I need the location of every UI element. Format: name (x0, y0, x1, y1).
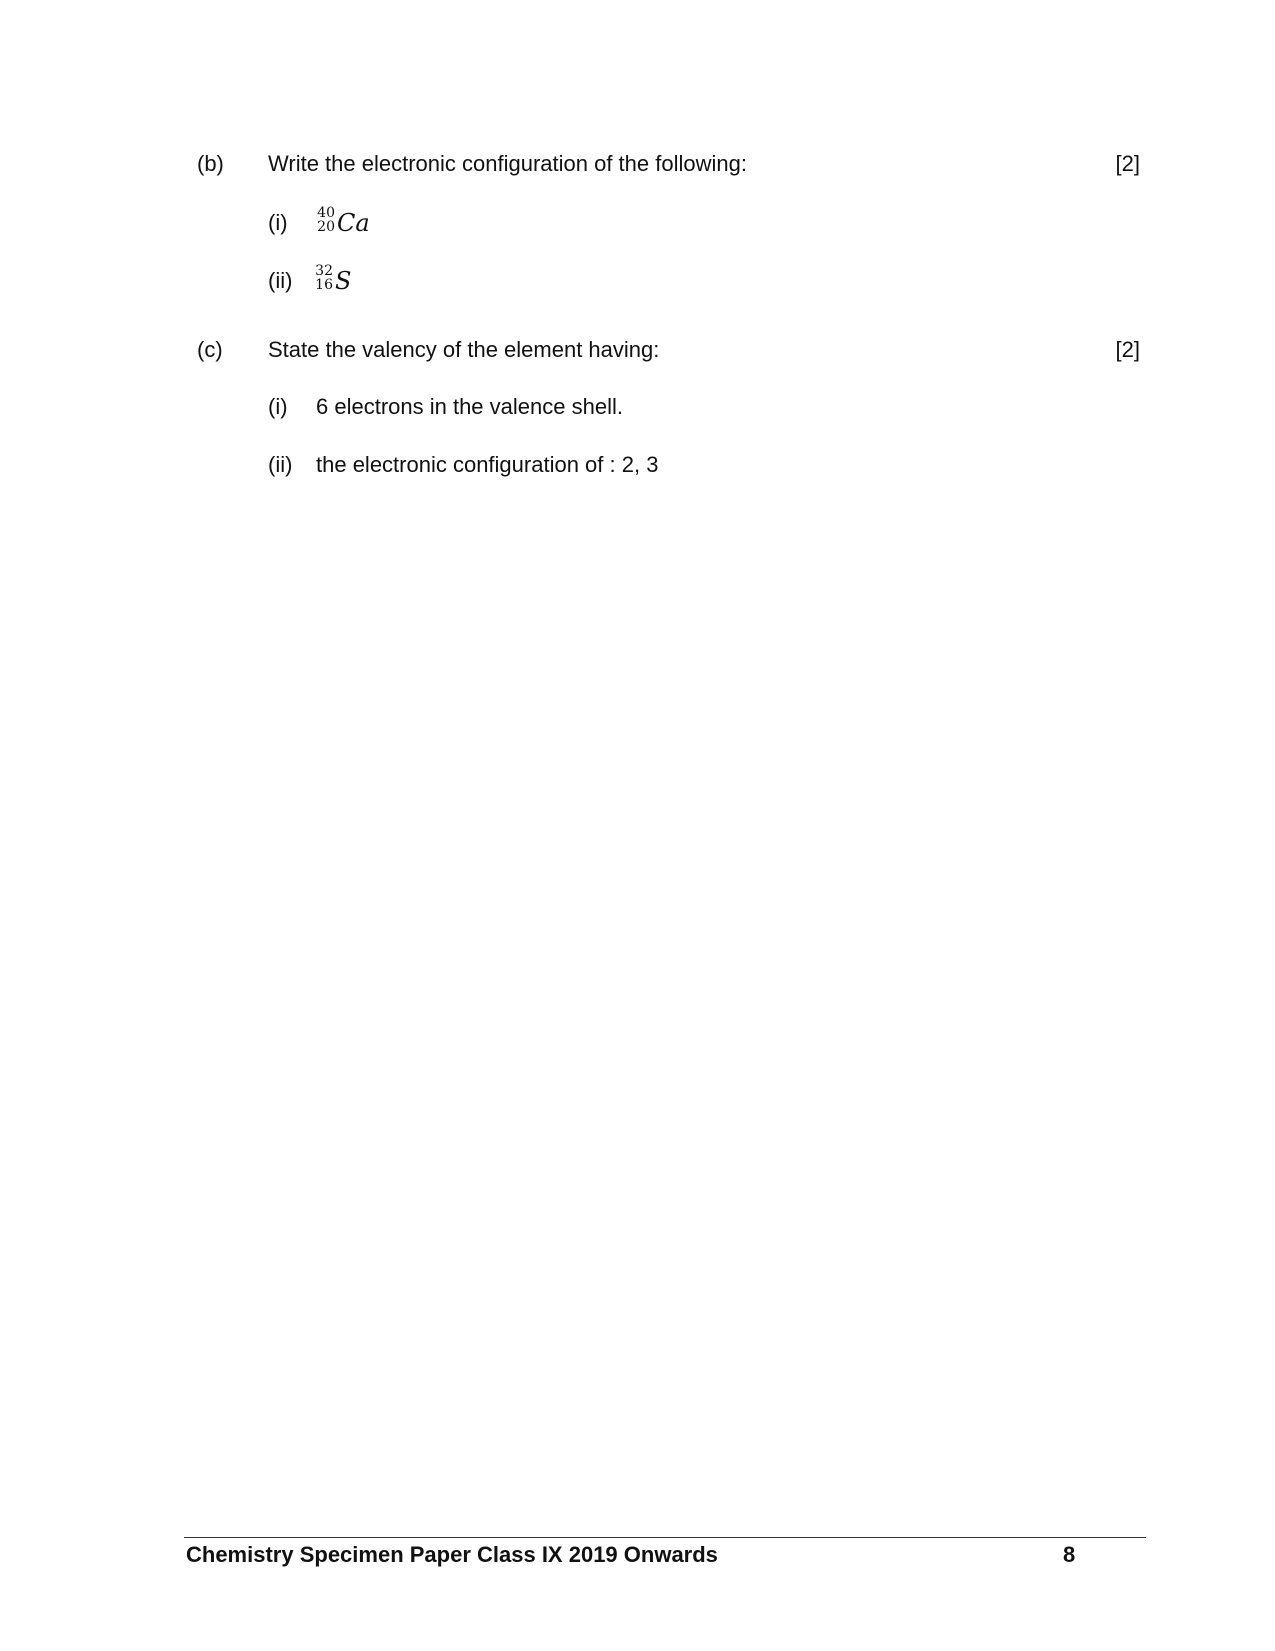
footer-title: Chemistry Specimen Paper Class IX 2019 Onwards (186, 1542, 718, 1567)
nuclide-sulfur-atomic-number: 16 (315, 277, 333, 293)
footer-divider (184, 1537, 1146, 1538)
question-b-part-ii-label: (ii) (268, 268, 293, 293)
nuclide-sulfur-symbol: S (335, 267, 352, 295)
nuclide-calcium-mass-number: 40 (317, 205, 335, 221)
question-b-text: Write the electronic configuration of the following: (268, 151, 747, 176)
question-b-part-i-label: (i) (268, 210, 288, 235)
nuclide-calcium-atomic-number: 20 (317, 219, 335, 235)
question-c-part-i-label: (i) (268, 394, 288, 419)
question-c-part-ii-label: (ii) (268, 452, 293, 477)
question-b-label: (b) (197, 151, 224, 176)
question-b-marks: [2] (1115, 151, 1140, 176)
nuclide-sulfur-mass-number: 32 (315, 263, 333, 279)
question-c-marks: [2] (1115, 337, 1140, 362)
nuclide-calcium-scripts (311, 206, 335, 234)
nuclide-calcium-symbol: Ca (337, 209, 370, 237)
page-number: 8 (1063, 1542, 1076, 1567)
question-c-label: (c) (197, 337, 223, 362)
question-c-part-i-text: 6 electrons in the valence shell. (316, 394, 623, 419)
nuclide-sulfur-scripts (309, 264, 333, 292)
question-c-part-ii-text: the electronic configuration of : 2, 3 (316, 452, 659, 477)
question-c-text: State the valency of the element having: (268, 337, 660, 362)
